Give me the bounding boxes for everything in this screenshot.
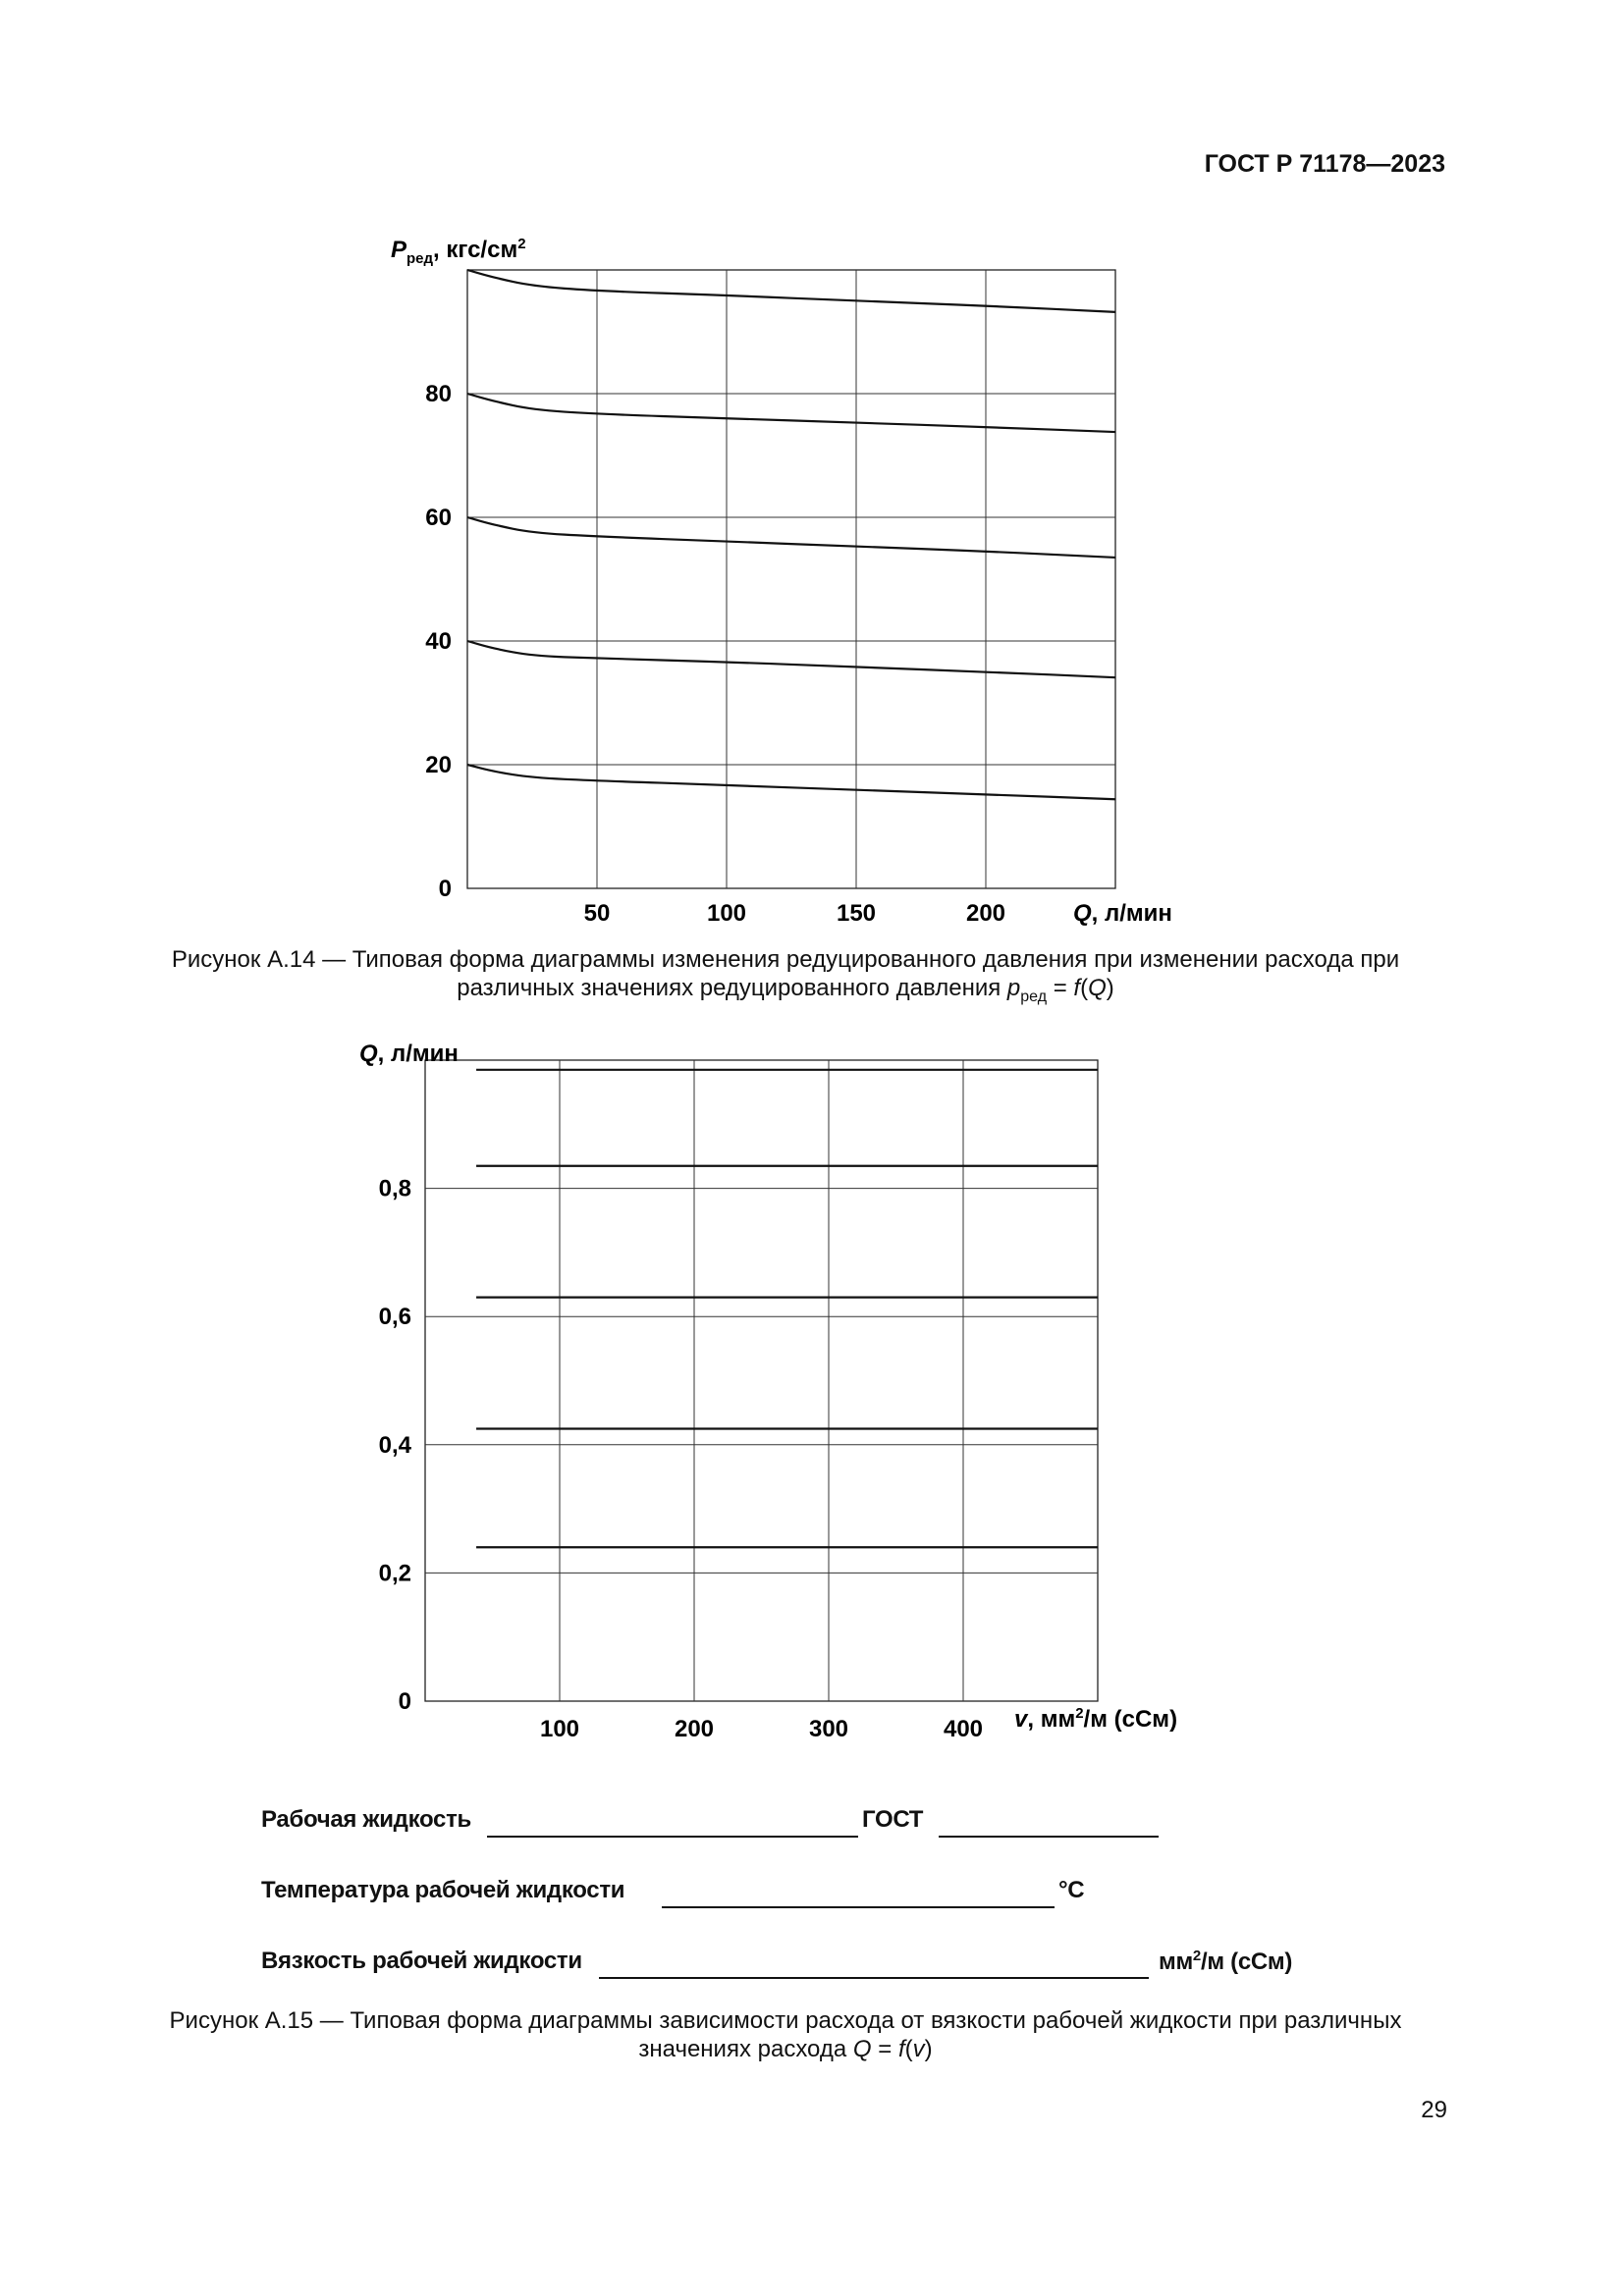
- viscosity-unit: $мм^2/м$ (сСм): [1159, 1948, 1293, 1975]
- chart-a14-series: [467, 270, 1115, 799]
- chart-a14-x-axis-label: Q, л/мин: [1073, 900, 1172, 927]
- y-tick-label: 80: [425, 381, 452, 407]
- chart-a14-y-axis-label: $P_{ред}$, кгс/$см^2$: [391, 236, 526, 267]
- page-number: 29: [1421, 2097, 1447, 2123]
- fluid-blank[interactable]: [487, 1836, 858, 1838]
- y-tick-label: 0: [438, 876, 452, 902]
- gost-label: ГОСТ: [862, 1806, 924, 1833]
- temperature-blank[interactable]: [662, 1906, 1055, 1908]
- chart-a15-y-axis-label: Q, л/мин: [359, 1041, 459, 1067]
- chart-a14: [0, 196, 1276, 982]
- series-line-4: [467, 641, 1115, 677]
- figure-a14-caption-line2: различных значениях редуцированного давления $p_{ред} = f(Q)$: [457, 975, 1114, 1005]
- x-tick-label: 150: [836, 900, 877, 927]
- chart-a15-x-axis-label: v, $мм^2/м$ (сСм): [1014, 1705, 1178, 1733]
- y-tick-label: 0,4: [378, 1431, 411, 1459]
- chart-a15: [0, 1001, 1276, 1747]
- chart-a15-grid: [425, 1060, 1098, 1701]
- chart-a15-series: [476, 1070, 1098, 1547]
- y-tick-label: 60: [425, 505, 452, 531]
- y-tick-label: 0,6: [378, 1304, 411, 1331]
- x-tick-label: 100: [539, 1716, 580, 1742]
- x-tick-label: 400: [943, 1716, 984, 1742]
- x-tick-label: 300: [808, 1716, 849, 1742]
- form-row-temperature: [261, 1877, 1174, 1912]
- document-standard-header: ГОСТ Р 71178—2023: [1204, 150, 1445, 178]
- temperature-unit: °С: [1058, 1877, 1085, 1903]
- series-line-1: [467, 270, 1115, 312]
- figure-a15-caption-line2: значениях расхода Q = f(v): [638, 2036, 933, 2062]
- series-line-3: [467, 517, 1115, 558]
- x-tick-label: 200: [965, 900, 1006, 927]
- y-tick-label: 0: [398, 1688, 411, 1715]
- series-line-2: [467, 394, 1115, 432]
- chart-a15-ticks: [379, 1176, 983, 1742]
- y-tick-label: 0,2: [378, 1560, 411, 1587]
- figure-a14-caption-line1: Рисунок А.14 — Типовая форма диаграммы изменения редуцированного давления при изменении расхода при: [171, 946, 1400, 973]
- form-row-fluid: [261, 1806, 1174, 1842]
- y-tick-label: 0,8: [378, 1175, 411, 1202]
- x-tick-label: 100: [706, 900, 747, 927]
- form-row-viscosity: [261, 1948, 1341, 1983]
- viscosity-blank[interactable]: [599, 1977, 1149, 1979]
- figure-a15-caption: [79, 2006, 1492, 2063]
- x-tick-label: 200: [674, 1716, 715, 1742]
- series-line-5: [467, 765, 1115, 799]
- plot-frame: [425, 1060, 1098, 1701]
- fluid-label: Рабочая жидкость: [261, 1806, 471, 1833]
- chart-a14-ticks: [425, 381, 1005, 927]
- y-tick-label: 40: [425, 628, 452, 655]
- y-tick-label: 20: [425, 752, 452, 778]
- viscosity-label: Вязкость рабочей жидкости: [261, 1948, 582, 1974]
- gost-blank[interactable]: [939, 1836, 1159, 1838]
- temperature-label: Температура рабочей жидкости: [261, 1877, 625, 1903]
- x-tick-label: 50: [583, 900, 611, 927]
- figure-a15-caption-line1: Рисунок А.15 — Типовая форма диаграммы зависимости расхода от вязкости рабочей жидкости при различных: [169, 2007, 1402, 2034]
